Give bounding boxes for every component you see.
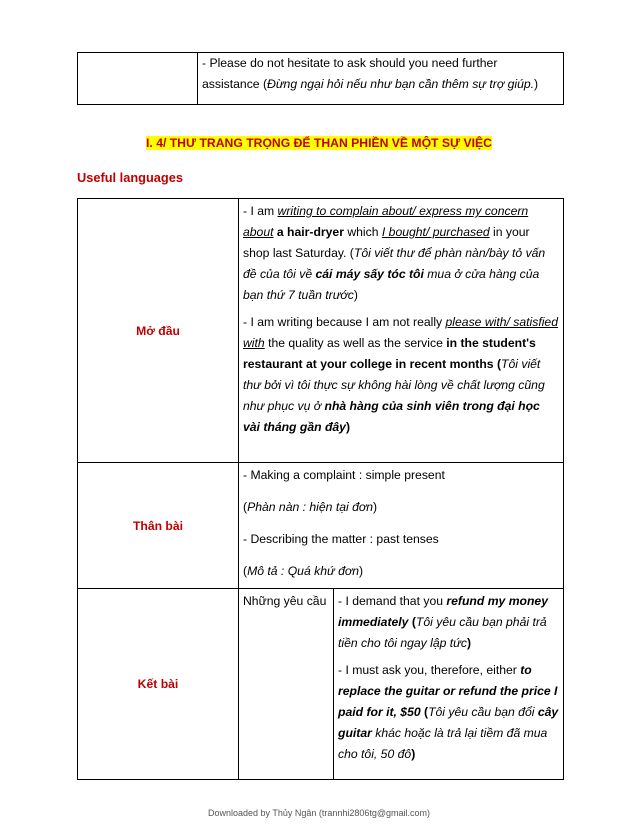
- top-table: [77, 52, 564, 105]
- body-line-2: (Phàn nàn : hiện tại đơn): [243, 500, 378, 514]
- useful-languages-table: [77, 198, 564, 780]
- opening-paragraph-1: - I am writing to complain about/ express my concern about a hair-dryer which I bought/ purchased in your shop last Saturday. (Tôi viết thư để phàn nàn/bày tỏ vấn đề của tôi về cái máy sấy tóc tôi mua ở cửa hàng của bạn thứ 7 tuần trước): [243, 204, 546, 302]
- top-line-2: assistance (Đừng ngại hỏi nếu như bạn cần thêm sự trợ giúp.): [202, 77, 539, 91]
- body-line-3: - Describing the matter : past tenses: [243, 532, 439, 546]
- body-line-1: - Making a complaint : simple present: [243, 468, 445, 482]
- opening-paragraph-2: - I am writing because I am not really please with/ satisfied with the quality as well as the service in the student's restaurant at your college in recent months (Tôi viết thư bởi vì tôi thực sự không hài lòng về chất lượng cũng như phục vụ ở nhà hàng của sinh viên trong đại học vài tháng gần đây): [243, 315, 558, 434]
- top-table-label-cell: [78, 53, 198, 105]
- body-line-4: (Mô tả : Quá khứ đơn): [243, 564, 364, 578]
- label-ket-bai: Kết bài: [78, 589, 239, 780]
- label-mo-dau: Mở đầu: [78, 199, 239, 463]
- top-line-1: - Please do not hesitate to ask should you need further: [202, 56, 498, 70]
- row-closing-content: [334, 589, 564, 780]
- top-table-content-cell: [198, 53, 564, 105]
- useful-languages-heading: Useful languages: [77, 170, 183, 185]
- row-opening-content: [239, 199, 564, 463]
- download-footer: Downloaded by Thủy Ngân (trannhi2806tg@gmail.com): [207, 808, 431, 818]
- row-body-content: [239, 463, 564, 589]
- requests-label-cell: [239, 589, 334, 780]
- closing-paragraph-1: - I demand that you refund my money immediately (Tôi yêu cầu bạn phải trả tiền cho tôi ngay lập tức): [338, 594, 548, 650]
- closing-paragraph-2: - I must ask you, therefore, either to replace the guitar or refund the price I paid for it, $50 (Tôi yêu cầu bạn đổi cây guitar khác hoặc là trả lại tiềm đã mua cho tôi, 50 đô): [338, 663, 559, 761]
- section-heading: I. 4/ THƯ TRANG TRỌNG ĐỂ THAN PHIỀN VỀ MỘT SỰ VIỆC: [146, 136, 492, 150]
- requests-label: Những yêu cầu: [243, 594, 327, 608]
- section-heading-wrap: [0, 136, 638, 150]
- label-than-bai: Thân bài: [78, 463, 239, 589]
